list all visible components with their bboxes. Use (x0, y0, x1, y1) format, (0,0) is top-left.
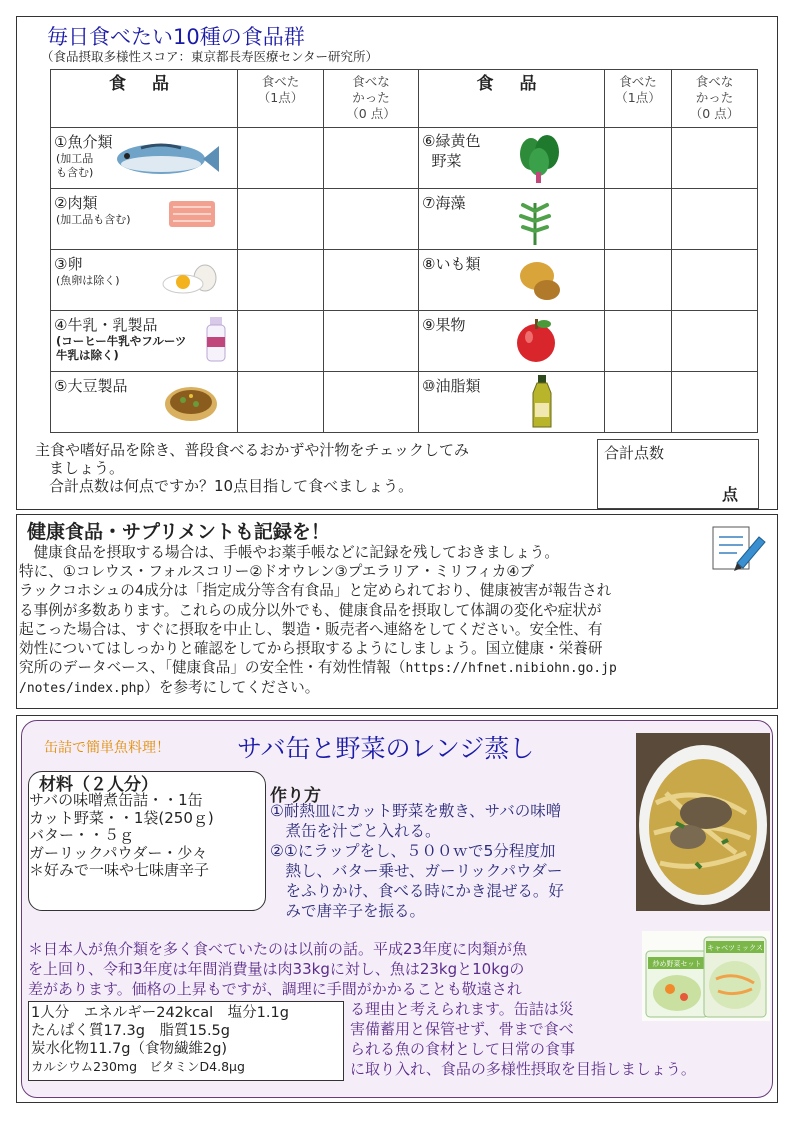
pack-label: キャベツミックス (707, 944, 763, 952)
check-cell[interactable] (605, 372, 672, 433)
note-line: を上回り、令和3年度は年間消費量は肉33kgに対し、魚は23kgと10kgの (28, 960, 525, 978)
nutrition-line: カルシウム230mg ビタミンD4.8μg (31, 1059, 245, 1074)
food-note: (加工品 も含む) (56, 152, 94, 179)
table-row (51, 311, 758, 372)
check-cell[interactable] (605, 250, 672, 311)
table-row (51, 189, 758, 250)
food-cell-soy (51, 372, 238, 433)
ingredients-box (28, 771, 266, 911)
body-line: 効性についてはしっかりと確認をしてから摂取するようにしましょう。国立健康・栄養研 (19, 640, 603, 658)
method-step: 煮缶を汁ごと入れる。 (270, 822, 441, 840)
header-not-ate: 食べな かった （0 点） (672, 70, 758, 128)
body-text: ）を参考にしてください。 (144, 679, 320, 697)
method-step: みで唐辛子を振る。 (270, 902, 426, 920)
nutrition-box (28, 1001, 344, 1081)
check-cell[interactable] (605, 189, 672, 250)
check-cell[interactable] (672, 250, 758, 311)
note-line: ＊日本人が魚介類を多く食べていたのは以前の話。平成23年度に肉類が魚 (28, 940, 528, 958)
reference-url[interactable]: /notes/index.php (19, 681, 145, 697)
ingredient-item: カット野菜・・1袋(250ｇ) (29, 808, 214, 827)
note-line: られる魚の食材として日常の食事 (350, 1040, 576, 1058)
ingredient-item: ガーリックパウダー・少々 (29, 843, 208, 862)
check-cell[interactable] (238, 250, 324, 311)
note-line: る理由と考えられます。缶詰は災 (350, 1000, 574, 1018)
recipe-kicker: 缶詰で簡単魚料理！ (44, 740, 170, 756)
total-score-unit: 点 (721, 485, 738, 504)
check-cell[interactable] (672, 128, 758, 189)
method-steps (270, 801, 640, 921)
method-step: ①耐熱皿にカット野菜を敷き、サバの味噌 (270, 802, 562, 820)
recipe-panel (21, 720, 773, 1098)
ingredient-item: バター・・５ｇ (29, 826, 135, 844)
recipe-title: サバ缶と野菜のレンジ蒸し (237, 734, 535, 763)
check-cell[interactable] (238, 372, 324, 433)
food-cell-egg (51, 250, 238, 311)
milk-bottle-icon (201, 315, 231, 367)
food-name: ⑤大豆製品 (54, 377, 128, 395)
oil-bottle-icon (527, 373, 557, 431)
body-line: 特に、①コレウス・フォルスコリー②ドオウレン③プエラリア・ミリフィカ④ブ (19, 563, 535, 581)
ingredient-item: サバの味噌煮缶詰・・1缶 (29, 791, 203, 809)
check-cell[interactable] (324, 372, 419, 433)
instruction-line: ましょう。 (49, 459, 125, 477)
body-line (19, 658, 777, 678)
food-name: ①魚介類 (54, 133, 113, 151)
method-step: ②①にラップをし、５００ｗで5分程度加 (270, 842, 556, 860)
natto-icon (163, 382, 219, 424)
food-name: ⑧いも類 (422, 255, 481, 273)
food-cell-fish (51, 128, 238, 189)
food-cell-fruit (419, 311, 605, 372)
note-line: 差があります。価格の上昇もですが、調理に手間がかかることも敬遠され (28, 980, 522, 998)
instruction-line: 主食や嗜好品を除き、普段食べるおかずや汁物をチェックしてみ (35, 441, 469, 459)
fish-consumption-note-cont (350, 999, 696, 1079)
total-score-box[interactable] (597, 439, 759, 509)
fish-icon (111, 138, 221, 180)
check-cell[interactable] (238, 311, 324, 372)
seaweed-icon (513, 197, 557, 247)
saba-vegetable-dish-photo (636, 733, 770, 911)
food-checklist-table (50, 69, 758, 433)
header-not-ate: 食べな かった （0 点） (324, 70, 419, 128)
food-cell-oil (419, 372, 605, 433)
section-subtitle: （食品摂取多様性スコア：東京都長寿医療センター研究所） (41, 49, 379, 64)
table-row (51, 250, 758, 311)
food-note: (魚卵は除く) (56, 274, 120, 287)
instruction-line: 合計点数は何点ですか？10点目指して食べましょう。 (49, 477, 414, 495)
nutrition-line: たんぱく質17.3g 脂質15.5g (31, 1023, 230, 1039)
header-food: 食 品 (51, 70, 238, 128)
header-ate: 食べた （1点） (238, 70, 324, 128)
note-line: 害備蓄用と保管せず、骨まで食べ (350, 1020, 574, 1038)
method-step: 熱し、バター乗せ、ガーリックパウダー (270, 862, 563, 880)
section-title: 毎日食べたい10種の食品群 (47, 25, 305, 49)
food-cell-seaweed (419, 189, 605, 250)
fish-consumption-note (28, 939, 643, 999)
food-name: ②肉類 (54, 194, 98, 212)
meat-icon (167, 197, 219, 231)
check-cell[interactable] (605, 311, 672, 372)
method-step: をふりかけ、食べる時にかき混ぜる。好 (270, 882, 564, 900)
check-cell[interactable] (324, 250, 419, 311)
recipe-section (16, 715, 778, 1103)
body-text: 究所のデータベース、「健康食品」の安全性・有効性情報（ (19, 659, 406, 677)
food-name: ④牛乳・乳製品 (54, 316, 158, 334)
body-line: 起こった場合は、すぐに摂取を中止し、製造・販売者へ連絡をしてください。安全性、有 (19, 620, 603, 638)
reference-url[interactable]: https://hfnet.nibiohn.go.jp (405, 661, 617, 677)
body-line (19, 678, 777, 698)
check-cell[interactable] (672, 372, 758, 433)
spinach-icon (517, 134, 561, 184)
method-title: 作り方 (270, 786, 321, 806)
check-cell[interactable] (324, 189, 419, 250)
ingredients-title: 材料（２人分） (39, 775, 158, 795)
food-cell-dairy (51, 311, 238, 372)
food-note: (加工品も含む) (56, 213, 131, 226)
total-score-label: 合計点数 (604, 444, 665, 462)
nutrition-line: 1人分 エネルギー242kcal 塩分1.1g (31, 1005, 289, 1021)
nutrition-facts (31, 1004, 289, 1076)
food-name: ③卵 (54, 255, 83, 273)
check-cell[interactable] (605, 128, 672, 189)
food-cell-meat (51, 189, 238, 250)
ingredients-list (29, 792, 214, 880)
table-row (51, 372, 758, 433)
check-cell[interactable] (672, 311, 758, 372)
header-food: 食 品 (419, 70, 605, 128)
egg-icon (161, 260, 219, 296)
body-line: 健康食品を摂取する場合は、手帳やお薬手帳などに記録を残しておきましょう。 (19, 544, 559, 561)
check-cell[interactable] (324, 128, 419, 189)
section-body (19, 543, 777, 699)
check-cell[interactable] (238, 128, 324, 189)
note-line: に取り入れ、食品の多様性摂取を目指しましょう。 (350, 1060, 696, 1078)
apple-icon (513, 315, 559, 365)
food-cell-green-veg (419, 128, 605, 189)
potato-icon (517, 258, 563, 302)
food-name: ⑩油脂類 (422, 377, 481, 395)
check-cell[interactable] (324, 311, 419, 372)
body-line: る事例が多数あります。これらの成分以外でも、健康食品を摂取して体調の変化や症状が (19, 601, 602, 619)
section-title: 健康食品・サプリメントも記録を！ (27, 521, 330, 543)
instruction-text (35, 441, 595, 495)
header-ate: 食べた （1点） (605, 70, 672, 128)
nutrition-line: 炭水化物11.7g（食物繊維2g) (31, 1041, 228, 1057)
table-header-row (51, 70, 758, 128)
food-note: (コーヒー牛乳やフルーツ 牛乳は除く) (56, 334, 187, 362)
food-cell-potato (419, 250, 605, 311)
ingredient-item: ＊好みで一味や七味唐辛子 (29, 861, 210, 879)
check-cell[interactable] (672, 189, 758, 250)
pack-label: 炒め野菜セット (652, 960, 702, 968)
body-line: ラックコホシュの4成分は「指定成分等含有食品」と定められており、健康被害が報告され (19, 582, 612, 600)
food-name: ⑥緑黄色 野菜 (422, 132, 481, 170)
check-cell[interactable] (238, 189, 324, 250)
table-row (51, 128, 758, 189)
supplement-section (16, 514, 778, 709)
food-diversity-section (16, 16, 778, 510)
food-name: ⑨果物 (422, 316, 466, 334)
food-name: ⑦海藻 (422, 194, 466, 212)
